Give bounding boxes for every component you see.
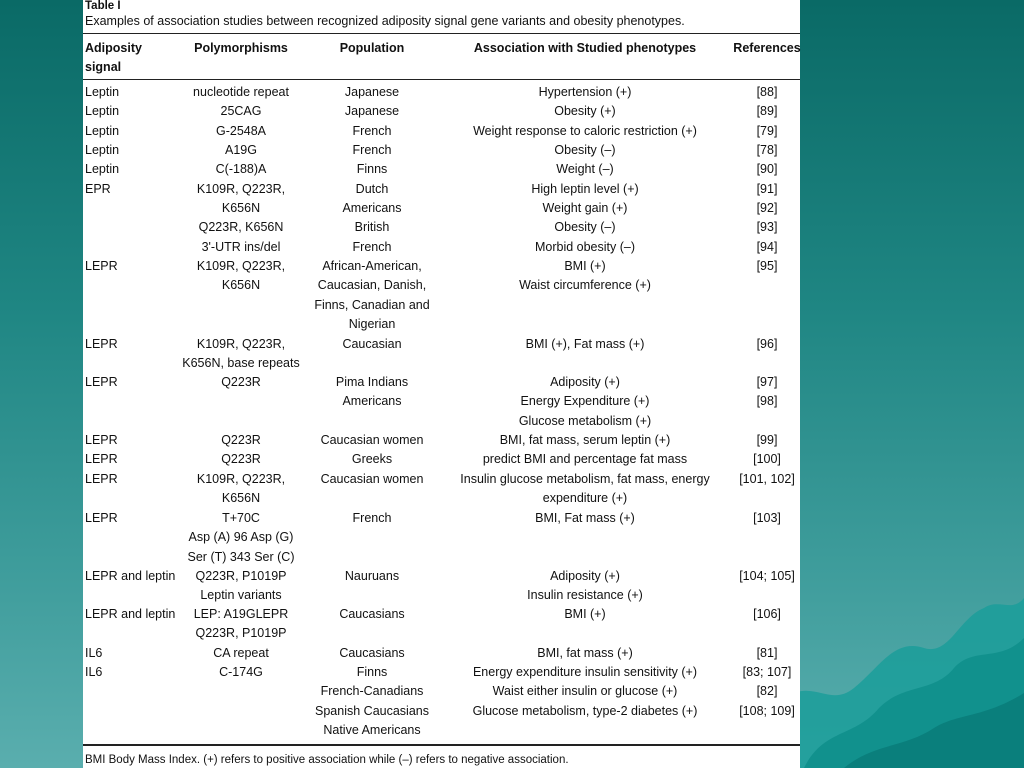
cell-polymorphisms: [173, 180, 309, 199]
cell-polymorphisms: [173, 199, 309, 218]
cell-association: [449, 644, 721, 663]
cell-association: [449, 238, 721, 257]
cell-association: [449, 257, 721, 296]
table-title: Examples of association studies between recognized adiposity signal gene variants and obesity phenotypes.: [85, 14, 685, 28]
cell-line: Nigerian: [348, 317, 396, 332]
cell-line: Native Americans: [323, 723, 421, 738]
cell-reference: [723, 605, 811, 624]
cell-line: K656N: [221, 278, 261, 293]
cell-line: expenditure (+): [542, 491, 628, 506]
cell-line: [96]: [756, 337, 778, 351]
cell-line: IL6: [85, 665, 103, 679]
cell-line: C(-188)A: [215, 162, 267, 176]
cell-reference: [723, 663, 811, 721]
cell-line: Leptin variants: [200, 588, 282, 603]
table-caption: [85, 0, 797, 29]
header-polymorphisms: Polymorphisms: [194, 41, 288, 55]
cell-population: [305, 122, 439, 141]
cell-line: K656N: [221, 201, 261, 215]
cell-reference: [723, 83, 811, 102]
cell-reference: [723, 141, 811, 160]
cell-line: [103]: [753, 511, 781, 525]
cell-line: Q223R, K656N: [198, 220, 284, 234]
cell-line: [83; 107]: [742, 665, 792, 679]
cell-line: BMI (+): [564, 259, 606, 273]
cell-line: [88]: [756, 85, 778, 99]
cell-line: BMI (+): [564, 607, 606, 621]
cell-polymorphisms: [173, 218, 309, 237]
cell-line: Glucose metabolism, type-2 diabetes (+): [472, 703, 698, 718]
cell-line: French: [352, 240, 392, 254]
cell-line: French: [352, 143, 392, 157]
cell-line: [93]: [756, 220, 778, 234]
cell-population: [305, 160, 439, 179]
cell-line: Obesity (–): [554, 143, 616, 157]
cell-association: [449, 199, 721, 218]
top-rule: [83, 33, 800, 34]
cell-population: [305, 431, 439, 450]
cell-reference: [723, 470, 811, 489]
cell-line: LEPR and leptin: [85, 607, 176, 621]
cell-line: High leptin level (+): [531, 182, 639, 196]
cell-line: Caucasians: [339, 646, 405, 660]
cell-line: nucleotide repeat: [193, 85, 289, 99]
cell-line: Waist circumference (+): [519, 278, 651, 293]
cell-polymorphisms: [173, 141, 309, 160]
cell-polymorphisms: [173, 160, 309, 179]
cell-line: Americans: [342, 201, 402, 215]
cell-line: Adiposity (+): [550, 569, 620, 583]
cell-line: Q223R, P1019P: [195, 626, 287, 641]
cell-line: [81]: [756, 646, 778, 660]
cell-line: A19G: [225, 143, 257, 157]
cell-line: Leptin: [85, 143, 120, 157]
cell-population: [305, 83, 439, 102]
table-document: [83, 0, 800, 768]
cell-association: [449, 141, 721, 160]
cell-association: [449, 509, 721, 528]
cell-association: [449, 567, 721, 606]
cell-line: Hypertension (+): [538, 85, 632, 99]
cell-line: Q223R: [221, 375, 261, 389]
cell-line: [104; 105]: [739, 569, 795, 583]
cell-line: [101, 102]: [739, 472, 795, 486]
bottom-rule: [83, 744, 800, 746]
cell-line: Insulin glucose metabolism, fat mass, energy: [460, 472, 710, 486]
cell-polymorphisms: [173, 470, 309, 509]
cell-line: K656N, base repeats: [182, 356, 300, 371]
cell-reference: [723, 567, 811, 586]
cell-line: C-174G: [219, 665, 263, 679]
cell-population: [305, 567, 439, 586]
cell-line: Adiposity (+): [550, 375, 620, 389]
cell-line: [98]: [756, 394, 778, 409]
cell-line: [82]: [756, 684, 778, 699]
cell-association: [449, 450, 721, 469]
cell-line: Nauruans: [344, 569, 400, 583]
cell-line: [95]: [756, 259, 778, 273]
cell-line: IL6: [85, 646, 103, 660]
cell-reference: [723, 335, 811, 354]
cell-line: [89]: [756, 104, 778, 118]
cell-line: BMI, fat mass (+): [537, 646, 633, 660]
cell-line: French: [352, 124, 392, 138]
cell-polymorphisms: [173, 509, 309, 567]
cell-association: [449, 218, 721, 237]
cell-reference: [723, 431, 811, 450]
cell-line: Leptin: [85, 124, 120, 138]
cell-line: 25CAG: [220, 104, 262, 118]
cell-line: LEPR: [85, 452, 118, 466]
cell-line: predict BMI and percentage fat mass: [482, 452, 688, 466]
cell-population: [305, 238, 439, 257]
cell-reference: [723, 373, 811, 412]
cell-line: [78]: [756, 143, 778, 157]
cell-population: [305, 180, 439, 199]
cell-line: Energy expenditure insulin sensitivity (+): [472, 665, 698, 679]
cell-line: Morbid obesity (–): [534, 240, 636, 254]
cell-line: BMI, Fat mass (+): [535, 511, 635, 525]
cell-line: LEPR: [85, 472, 118, 486]
cell-line: Asp (A) 96 Asp (G): [188, 530, 294, 545]
cell-line: T+70C: [222, 511, 260, 525]
cell-polymorphisms: [173, 644, 309, 663]
cell-line: Pima Indians: [335, 375, 409, 389]
cell-line: LEPR: [85, 433, 118, 447]
cell-line: 3'-UTR ins/del: [201, 240, 281, 254]
cell-line: Japanese: [344, 104, 400, 118]
cell-polymorphisms: [173, 373, 309, 392]
cell-line: Caucasian women: [320, 472, 424, 486]
cell-population: [305, 644, 439, 663]
cell-line: G-2548A: [215, 124, 267, 138]
cell-polymorphisms: [173, 663, 309, 682]
cell-line: Dutch: [355, 182, 389, 196]
cell-population: [305, 605, 439, 624]
cell-reference: [723, 450, 811, 469]
cell-line: Q223R: [221, 433, 261, 447]
cell-line: Obesity (+): [554, 104, 616, 118]
cell-reference: [723, 257, 811, 276]
cell-reference: [723, 218, 811, 237]
cell-line: EPR: [85, 182, 111, 196]
cell-polymorphisms: [173, 567, 309, 606]
cell-population: [305, 373, 439, 412]
cell-association: [449, 431, 721, 450]
cell-line: Caucasians: [339, 607, 405, 621]
cell-population: [305, 141, 439, 160]
cell-line: Caucasian: [342, 337, 402, 351]
cell-line: Americans: [342, 394, 402, 409]
header-rule: [83, 79, 800, 80]
cell-association: [449, 470, 721, 509]
cell-line: Leptin: [85, 162, 120, 176]
cell-line: LEPR: [85, 259, 118, 273]
header-references: References: [733, 41, 801, 55]
cell-population: [305, 102, 439, 121]
cell-line: [99]: [756, 433, 778, 447]
cell-line: Spanish Caucasians: [315, 703, 429, 718]
cell-association: [449, 663, 721, 721]
cell-population: [305, 470, 439, 489]
cell-polymorphisms: [173, 335, 309, 374]
cell-association: [449, 373, 721, 431]
cell-association: [449, 605, 721, 624]
cell-line: Obesity (–): [554, 220, 616, 234]
cell-polymorphisms: [173, 102, 309, 121]
cell-reference: [723, 122, 811, 141]
cell-population: [305, 450, 439, 469]
cell-line: Japanese: [344, 85, 400, 99]
cell-polymorphisms: [173, 122, 309, 141]
cell-line: French: [352, 511, 392, 525]
cell-association: [449, 102, 721, 121]
cell-association: [449, 335, 721, 354]
cell-line: Finns, Canadian and: [314, 297, 430, 312]
cell-line: Caucasian, Danish,: [317, 278, 427, 293]
cell-line: [94]: [756, 240, 778, 254]
cell-association: [449, 160, 721, 179]
cell-reference: [723, 644, 811, 663]
cell-line: French-Canadians: [320, 684, 424, 699]
cell-line: Ser (T) 343 Ser (C): [187, 549, 295, 564]
cell-population: [305, 335, 439, 354]
cell-line: CA repeat: [213, 646, 269, 660]
cell-line: K109R, Q223R,: [196, 259, 286, 273]
header-population: Population: [339, 41, 405, 55]
cell-line: [92]: [756, 201, 778, 215]
cell-reference: [723, 180, 811, 199]
table-label: Table I: [85, 0, 121, 12]
cell-line: BMI (+), Fat mass (+): [525, 337, 645, 351]
cell-line: [100]: [753, 452, 781, 466]
cell-line: Leptin: [85, 85, 120, 99]
cell-line: Glucose metabolism (+): [518, 413, 652, 428]
cell-line: Weight (–): [556, 162, 614, 176]
cell-population: [305, 663, 439, 741]
cell-polymorphisms: [173, 257, 309, 296]
cell-line: [90]: [756, 162, 778, 176]
cell-line: Greeks: [351, 452, 393, 466]
cell-polymorphisms: [173, 238, 309, 257]
cell-line: Insulin resistance (+): [527, 588, 643, 603]
cell-population: [305, 218, 439, 237]
cell-line: LEPR: [85, 337, 118, 351]
cell-line: LEPR: [85, 511, 118, 525]
cell-line: K109R, Q223R,: [196, 472, 286, 486]
cell-line: [106]: [753, 607, 781, 621]
cell-line: Energy Expenditure (+): [520, 394, 650, 409]
cell-line: BMI, fat mass, serum leptin (+): [499, 433, 671, 447]
decorative-waves: [784, 568, 1024, 768]
cell-association: [449, 83, 721, 102]
cell-line: Weight gain (+): [542, 201, 628, 215]
cell-line: African-American,: [322, 259, 422, 273]
cell-line: British: [354, 220, 390, 234]
cell-reference: [723, 238, 811, 257]
cell-line: LEP: A19GLEPR: [193, 607, 289, 621]
cell-line: Leptin: [85, 104, 120, 118]
cell-line: [79]: [756, 124, 778, 138]
cell-polymorphisms: [173, 431, 309, 450]
cell-line: Finns: [356, 665, 388, 679]
cell-line: K656N: [221, 491, 261, 506]
cell-line: Caucasian women: [320, 433, 424, 447]
cell-association: [449, 122, 721, 141]
cell-line: LEPR: [85, 375, 118, 389]
cell-reference: [723, 509, 811, 528]
cell-population: [305, 509, 439, 528]
cell-line: K109R, Q223R,: [196, 337, 286, 351]
cell-polymorphisms: [173, 605, 309, 644]
cell-line: LEPR and leptin: [85, 569, 176, 583]
cell-reference: [723, 102, 811, 121]
table-footnote: BMI Body Mass Index. (+) refers to positive association while (–) refers to negative association.: [85, 754, 569, 766]
cell-reference: [723, 199, 811, 218]
cell-line: Weight response to caloric restriction (+): [473, 124, 697, 138]
cell-polymorphisms: [173, 83, 309, 102]
cell-line: Waist either insulin or glucose (+): [492, 684, 678, 699]
cell-polymorphisms: [173, 450, 309, 469]
header-adiposity-signal: Adiposity signal: [85, 41, 142, 74]
cell-line: Finns: [356, 162, 388, 176]
cell-line: Q223R: [221, 452, 261, 466]
cell-population: [305, 257, 439, 335]
cell-line: K109R, Q223R,: [196, 182, 286, 196]
cell-population: [305, 199, 439, 218]
header-association: Association with Studied phenotypes: [473, 41, 697, 55]
cell-line: [108; 109]: [739, 703, 795, 718]
cell-association: [449, 180, 721, 199]
cell-reference: [723, 160, 811, 179]
cell-line: [91]: [756, 182, 778, 196]
cell-line: Q223R, P1019P: [195, 569, 287, 583]
cell-line: [97]: [756, 375, 778, 389]
